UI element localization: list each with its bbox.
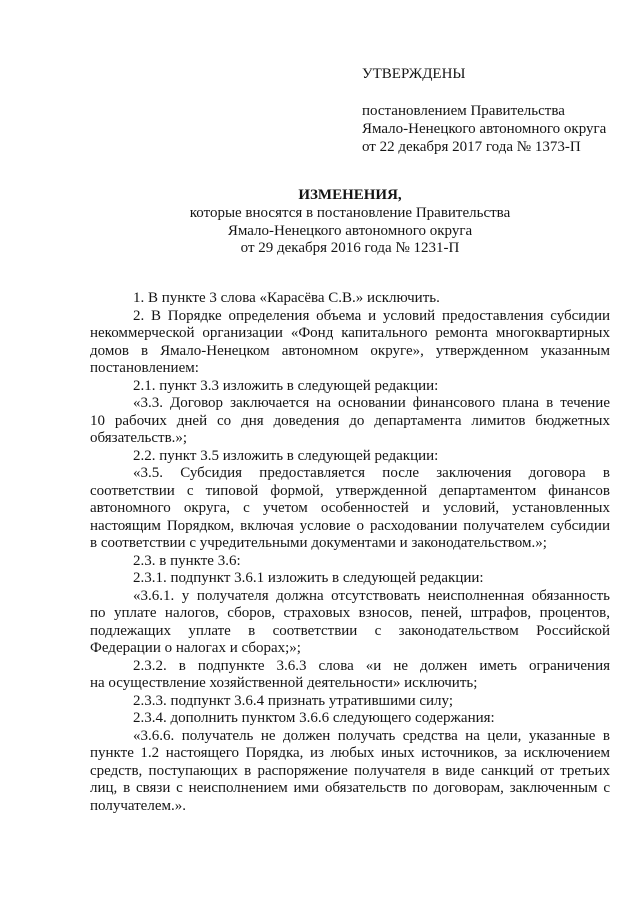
body-line: постановлением: xyxy=(90,360,199,377)
body-line: «3.6.1. у получателя должна отсутствовать неисполненная обязанность xyxy=(133,587,610,604)
body-line: на осуществление хозяйственной деятельности» исключить; xyxy=(90,675,478,692)
body-line: подлежащих уплате в соответствии с законодательством Российской xyxy=(90,622,610,639)
body-line: в соответствии с учредительными документами и законодательством.»; xyxy=(90,535,547,552)
title-line: которые вносятся в постановление Правительства xyxy=(189,204,511,221)
body-line: пункте 1.2 настоящего Порядка, из любых иных источников, за исключением xyxy=(90,745,610,762)
body-line: 2.3.4. дополнить пунктом 3.6.6 следующего содержания: xyxy=(133,710,495,727)
body-line: Федерации о налогах и сборах;»; xyxy=(90,640,301,657)
approval-line: от 22 декабря 2017 года № 1373-П xyxy=(362,139,581,155)
document-title: ИЗМЕНЕНИЯ, xyxy=(298,187,402,203)
approval-heading: УТВЕРЖДЕНЫ xyxy=(362,66,466,82)
body-line: автономного округа, с учетом особенностей и условий, установленных xyxy=(90,500,610,517)
approval-line: Ямало-Ненецкого автономного округа xyxy=(362,121,607,137)
body-line: 2.3. в пункте 3.6: xyxy=(133,552,241,569)
body-line: 2. В Порядке определения объема и условий предоставления субсидии xyxy=(133,307,610,324)
body-line: получателем.». xyxy=(90,797,186,814)
title-block xyxy=(90,187,610,258)
approval-block xyxy=(362,102,606,156)
document-body xyxy=(90,290,610,815)
body-line: настоящим Порядком, включая условие о расходовании получателем субсидии xyxy=(90,517,610,534)
body-line: «3.5. Субсидия предоставляется после заключения договора в xyxy=(133,465,610,482)
body-line: лиц, в связи с неисполнением ими обязательств по договорам, заключенным с xyxy=(90,780,610,797)
title-line: от 29 декабря 2016 года № 1231-П xyxy=(240,240,460,257)
body-line: соответствии с типовой формой, утвержденной департаментом финансов xyxy=(90,482,610,499)
body-line: домов в Ямало-Ненецком автономном округе», утвержденном указанным xyxy=(90,342,610,359)
body-line: средств, поступающих в распоряжение получателя в виде санкций от третьих xyxy=(90,762,610,779)
body-line: 1. В пункте 3 слова «Карасёва С.В.» исключить. xyxy=(133,290,440,306)
body-line: 2.3.3. подпункт 3.6.4 признать утратившими силу; xyxy=(133,692,454,709)
approval-line: постановлением Правительства xyxy=(362,103,565,119)
body-line: 2.3.1. подпункт 3.6.1 изложить в следующей редакции: xyxy=(133,570,484,587)
body-line: некоммерческой организации «Фонд капитального ремонта многоквартирных xyxy=(90,325,610,342)
body-line: 10 рабочих дней со дня доведения до департамента лимитов бюджетных xyxy=(90,412,610,429)
body-line: 2.1. пункт 3.3 изложить в следующей редакции: xyxy=(133,377,439,394)
body-line: обязательств.»; xyxy=(90,430,188,447)
body-line: 2.3.2. в подпункте 3.6.3 слова «и не должен иметь ограничения xyxy=(133,657,610,674)
body-line: по уплате налогов, сборов, страховых взносов, пеней, штрафов, процентов, xyxy=(90,605,610,622)
body-line: «3.3. Договор заключается на основании финансового плана в течение xyxy=(133,395,610,412)
body-line: 2.2. пункт 3.5 изложить в следующей редакции: xyxy=(133,447,439,464)
body-line: «3.6.6. получатель не должен получать средства на цели, указанные в xyxy=(133,727,610,744)
title-line: Ямало-Ненецкого автономного округа xyxy=(227,222,473,239)
